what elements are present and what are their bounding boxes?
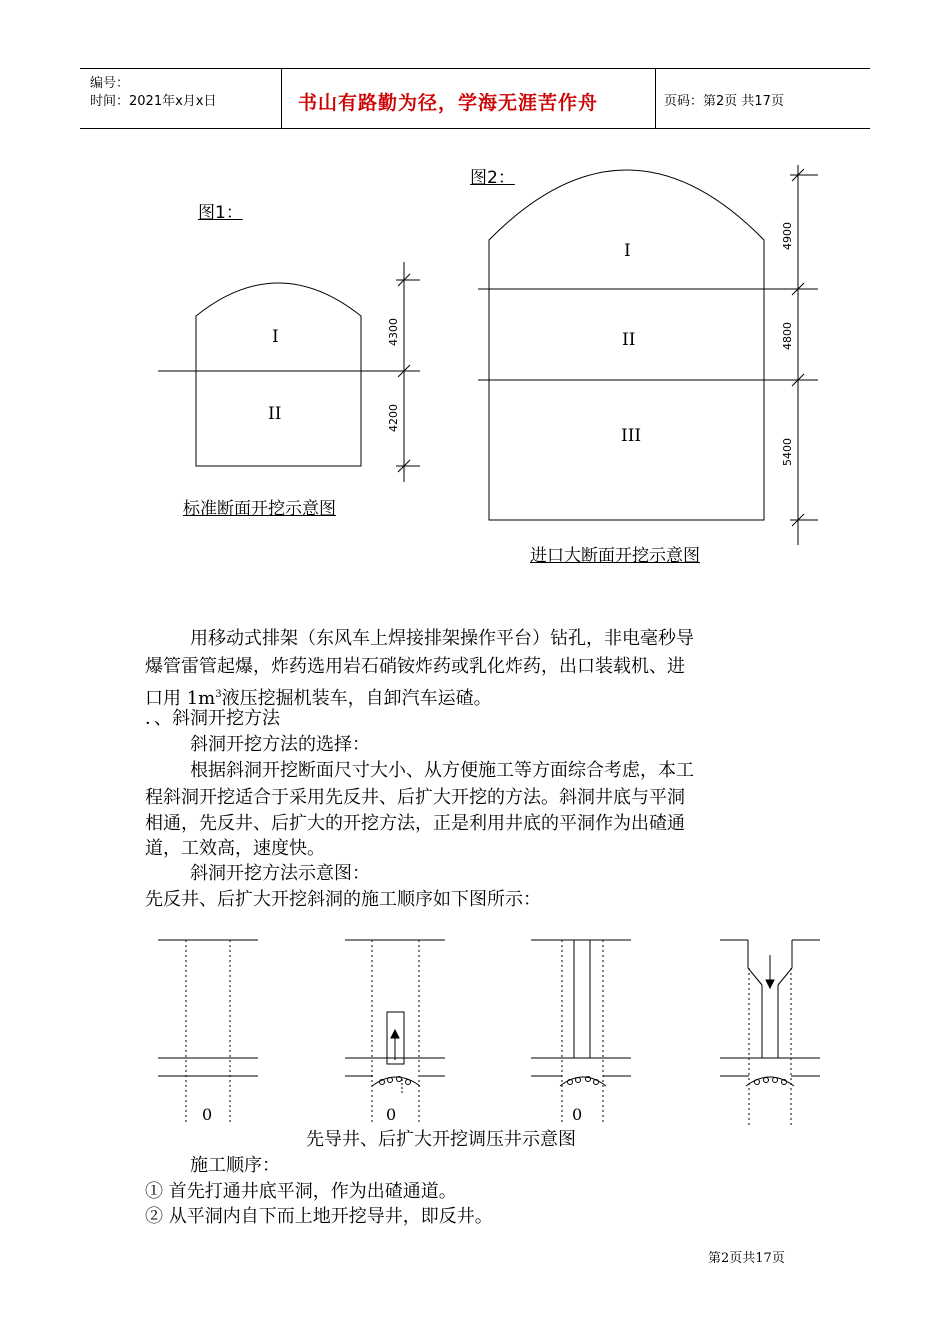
header-bottom-rule: [80, 128, 870, 129]
step2-zero-label: 0: [386, 1105, 397, 1124]
header-divider-1: [281, 68, 282, 129]
paragraph-2-line-4: 道，工效高，速度快。: [145, 838, 325, 859]
time-label: 时间：2021年x月x日: [90, 94, 217, 109]
page-label: 页码：第2页 共17页: [664, 94, 784, 109]
step1-zero-label: 0: [202, 1105, 213, 1124]
header-motto: 书山有路勤为径，学海无涯苦作舟: [298, 92, 599, 114]
figure1-zone-2: II: [268, 404, 282, 424]
figure1-diagram: [158, 262, 420, 482]
figure2-zone-2: II: [622, 330, 636, 350]
figure2-dim-3: 5400: [781, 438, 794, 466]
sequence-step-4: [720, 940, 820, 1125]
paragraph-1-line-3: 口用 $1m^3$液压挖掘机装车，自卸汽车运碴。: [145, 688, 492, 709]
figure2-zone-1: I: [624, 241, 631, 261]
paragraph-1-line-2: 爆管雷管起爆，炸药选用岩石硝铵炸药或乳化炸药，出口装载机、进: [145, 656, 685, 677]
figure2-zone-3: III: [621, 426, 642, 446]
figure1-dim-1: 4300: [387, 318, 400, 346]
construction-sequence-diagram: [0, 930, 950, 1130]
figure3-caption: 先导井、后扩大开挖调压井示意图: [306, 1129, 576, 1150]
construction-step-1: ① 首先打通井底平洞，作为出碴通道。: [145, 1181, 457, 1202]
sequence-step-2: [345, 940, 445, 1125]
footer-page-number: 第2页共17页: [708, 1251, 785, 1266]
construction-order-heading: 施工顺序：: [190, 1155, 280, 1176]
figure2-diagram: [478, 165, 818, 545]
paragraph-2-line-2: 程斜洞开挖适合于采用先反井、后扩大开挖的方法。斜洞井底与平洞: [145, 787, 685, 808]
sequence-step-1: [158, 940, 258, 1125]
section-construction-order-intro: 先反井、后扩大开挖斜洞的施工顺序如下图所示：: [145, 889, 541, 910]
serial-label: 编号：: [90, 76, 130, 91]
figure1-dim-2: 4200: [387, 404, 400, 432]
figure2-label: 图2：: [470, 168, 515, 188]
figure2-caption: 进口大断面开挖示意图: [530, 546, 700, 566]
figure2-dim-2: 4800: [781, 322, 794, 350]
section-heading-inclined-shaft: ．、斜洞开挖方法: [145, 708, 280, 729]
figure1-caption: 标准断面开挖示意图: [183, 499, 336, 519]
figure1-zone-1: I: [272, 327, 279, 347]
sequence-step-3: [531, 940, 631, 1125]
figure1-outline: [196, 283, 361, 466]
section-method-diagram: 斜洞开挖方法示意图：: [190, 863, 370, 884]
section-method-selection: 斜洞开挖方法的选择：: [190, 734, 370, 755]
paragraph-2-line-1: 根据斜洞开挖断面尺寸大小、从方便施工等方面综合考虑，本工: [190, 760, 694, 781]
paragraph-1-line-1: 用移动式排架（东风车上焊接排架操作平台）钻孔，非电毫秒导: [190, 628, 694, 649]
step3-zero-label: 0: [572, 1105, 583, 1124]
figure1-label: 图1：: [198, 203, 243, 223]
construction-step-2: ② 从平洞内自下而上地开挖导井，即反井。: [145, 1206, 493, 1227]
figure2-dim-1: 4900: [781, 222, 794, 250]
paragraph-2-line-3: 相通，先反井、后扩大的开挖方法，正是利用井底的平洞作为出碴通: [145, 813, 685, 834]
header-top-rule: [80, 68, 870, 69]
header-divider-2: [655, 68, 656, 129]
